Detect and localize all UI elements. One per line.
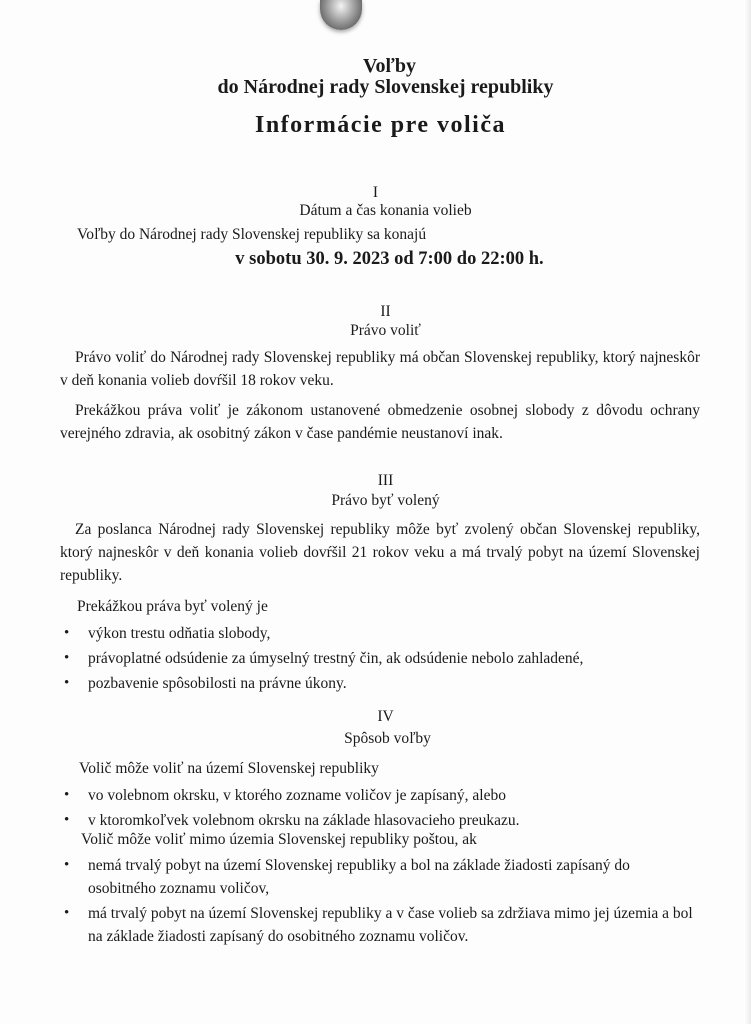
document-title-line2: do Národnej rady Slovenskej republiky — [217, 76, 554, 98]
section3-obstacle-list — [64, 622, 704, 697]
bullet-icon: • — [64, 625, 70, 641]
section2-paragraph2: Prekážkou práva voliť je zákonom ustanovené obmedzenie osobnej slobody z dôvodu ochrany verejného zdravia, ak osobitný zákon v čase pandémie neustanoví inak. — [60, 402, 700, 442]
section1-numeral: I — [372, 184, 379, 201]
bullet-icon: • — [64, 812, 70, 828]
punch-hole-mark — [320, 0, 362, 30]
section1-heading: Dátum a čas konania volieb — [299, 202, 472, 219]
page-edge-shadow — [745, 0, 751, 1024]
bullet-icon: • — [64, 675, 70, 691]
list-item: • vo volebnom okrsku, v ktorého zozname voličov je zapísaný, alebo — [64, 784, 704, 807]
section4-domestic-list — [64, 784, 704, 834]
list-item: • právoplatné odsúdenie za úmyselný trestný čin, ak odsúdenie nebolo zahladené, — [64, 647, 704, 670]
list-item: • pozbavenie spôsobilosti na právne úkony. — [64, 672, 704, 695]
section3-heading: Právo byť volený — [331, 492, 440, 509]
section4-numeral: IV — [377, 708, 394, 725]
section4-intro2: Volič môže voliť mimo územia Slovenskej republiky poštou, ak — [81, 831, 477, 848]
section3-paragraph1: Za poslanca Národnej rady Slovenskej republiky môže byť zvolený občan Slovenskej republiky, ktorý najneskôr v deň konania volieb dovŕšil 21 rokov veku a má trvalý pobyt na území Slovenskej republiky. — [60, 521, 700, 584]
bullet-icon: • — [64, 905, 70, 921]
list-item: • v ktoromkoľvek volebnom okrsku na základe hlasovacieho preukazu. — [64, 809, 704, 832]
section2-heading: Právo voliť — [350, 322, 421, 339]
section3-list-intro: Prekážkou práva byť volený je — [77, 598, 268, 615]
section4-abroad-list — [64, 854, 698, 950]
bullet-icon: • — [64, 857, 70, 873]
section2-paragraph1: Právo voliť do Národnej rady Slovenskej republiky má občan Slovenskej republiky, ktorý najneskôr v deň konania volieb dovŕšil 18 rokov veku. — [60, 349, 700, 389]
list-item: • nemá trvalý pobyt na území Slovenskej republiky a bol na základe žiadosti zapísaný do osobitného zoznamu voličov, — [64, 854, 698, 900]
bullet-icon: • — [64, 650, 70, 666]
section3-numeral: III — [377, 472, 394, 489]
election-date-line: v sobotu 30. 9. 2023 od 7:00 do 22:00 h. — [235, 249, 544, 269]
section4-heading: Spôsob voľby — [344, 730, 431, 747]
section4-intro1: Volič môže voliť na území Slovenskej republiky — [79, 760, 379, 777]
section1-text: Voľby do Národnej rady Slovenskej republiky sa konajú — [77, 226, 427, 243]
document-title-line1: Voľby — [362, 55, 417, 77]
list-item: • má trvalý pobyt na území Slovenskej republiky a v čase volieb sa zdržiava mimo jej územia a bol na základe žiadosti zapísaný do osobitného zoznamu voličov. — [64, 902, 698, 948]
list-item: • výkon trestu odňatia slobody, — [64, 622, 704, 645]
document-subtitle: Informácie pre voliča — [254, 112, 506, 138]
bullet-icon: • — [64, 787, 70, 803]
section2-numeral: II — [380, 303, 391, 320]
